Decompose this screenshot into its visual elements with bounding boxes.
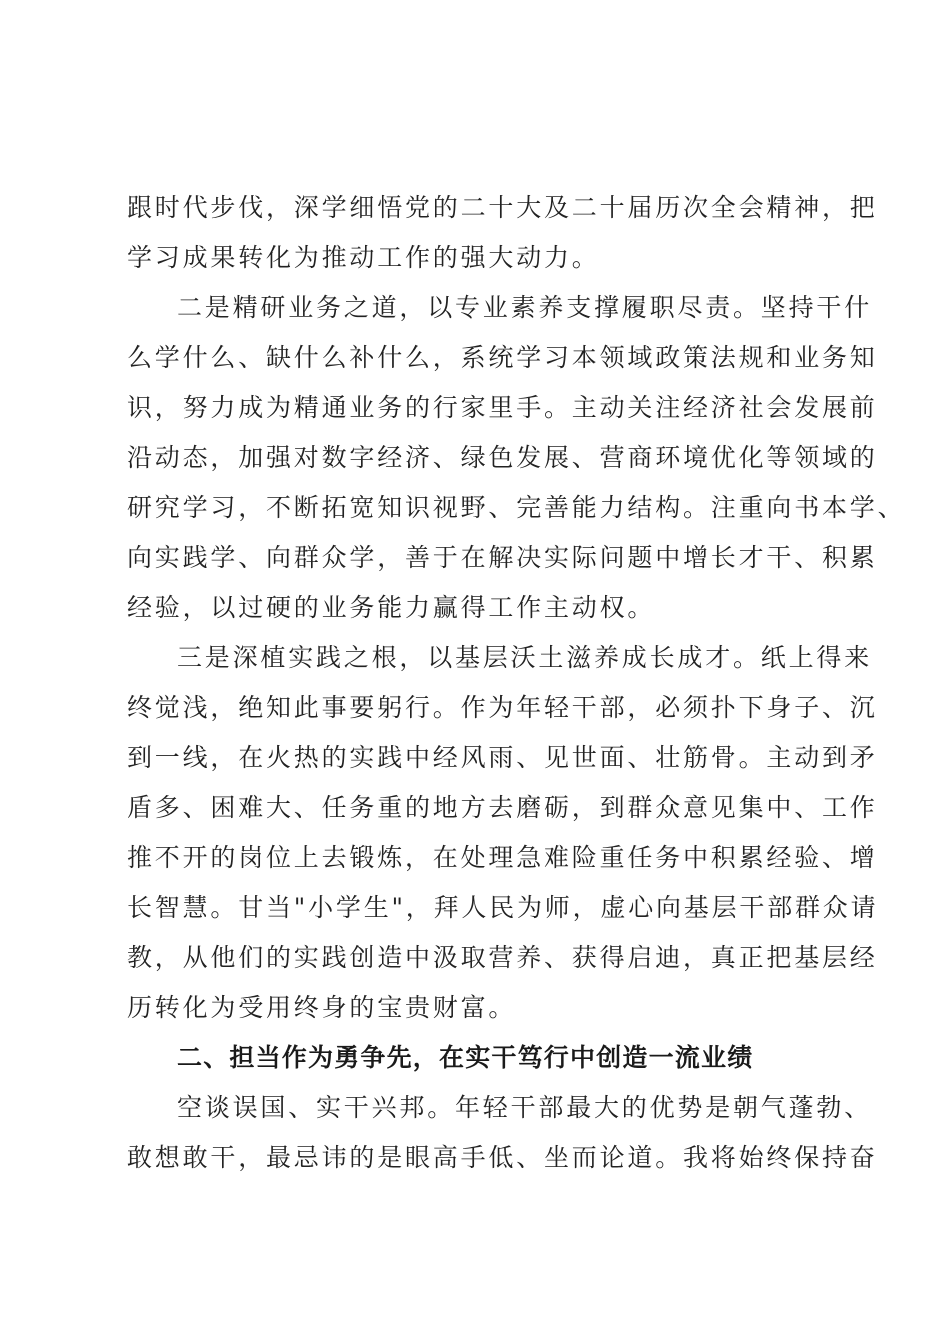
section-heading: 二、担当作为勇争先，在实干笃行中创造一流业绩 [177, 1043, 754, 1072]
body-text-line: 学习成果转化为推动工作的强大动力。 [127, 243, 600, 272]
paragraph-first-line: 三是深植实践之根，以基层沃土滋养成长成才。纸上得来 [177, 643, 873, 672]
body-text-line: 么学什么、缺什么补什么，系统学习本领域政策法规和业务知 [127, 343, 878, 372]
body-text-line: 研究学习，不断拓宽知识视野、完善能力结构。注重向书本学、 [127, 493, 906, 522]
body-text-line: 长智慧。甘当"小学生"，拜人民为师，虚心向基层干部群众请 [127, 893, 879, 922]
body-text-line: 到一线，在火热的实践中经风雨、见世面、壮筋骨。主动到矛 [127, 743, 878, 772]
paragraph-first-line: 二是精研业务之道，以专业素养支撑履职尽责。坚持干什 [177, 293, 873, 322]
body-text-line: 盾多、困难大、任务重的地方去磨砺，到群众意见集中、工作 [127, 793, 878, 822]
body-text-line: 识，努力成为精通业务的行家里手。主动关注经济社会发展前 [127, 393, 878, 422]
body-text-line: 推不开的岗位上去锻炼，在处理急难险重任务中积累经验、增 [127, 843, 878, 872]
body-text-line: 沿动态，加强对数字经济、绿色发展、营商环境优化等领域的 [127, 443, 878, 472]
body-text-line: 经验，以过硬的业务能力赢得工作主动权。 [127, 593, 656, 622]
body-text-line: 历转化为受用终身的宝贵财富。 [127, 993, 517, 1022]
body-text-line: 向实践学、向群众学，善于在解决实际问题中增长才干、积累 [127, 543, 878, 572]
body-text-line: 教，从他们的实践创造中汲取营养、获得启迪，真正把基层经 [127, 943, 878, 972]
document-body [127, 183, 906, 1183]
body-text-line: 跟时代步伐，深学细悟党的二十大及二十届历次全会精神，把 [127, 193, 878, 222]
body-text-line: 终觉浅，绝知此事要躬行。作为年轻干部，必须扑下身子、沉 [127, 693, 878, 722]
body-text-line: 敢想敢干，最忌讳的是眼高手低、坐而论道。我将始终保持奋 [127, 1143, 878, 1172]
paragraph-first-line: 空谈误国、实干兴邦。年轻干部最大的优势是朝气蓬勃、 [177, 1093, 873, 1122]
